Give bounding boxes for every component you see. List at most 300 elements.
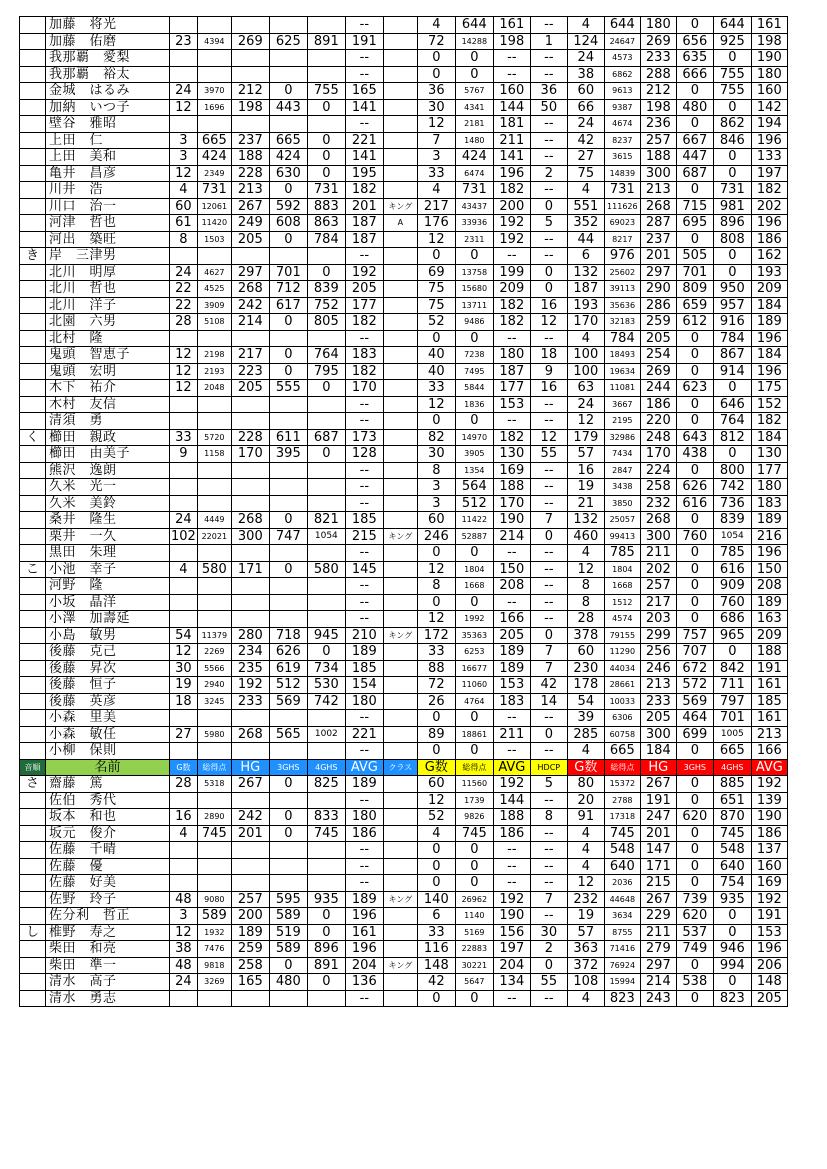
score-cell: 537 bbox=[676, 924, 713, 941]
score-cell: -- bbox=[530, 396, 567, 413]
table-row bbox=[20, 149, 788, 166]
score-cell: 214 bbox=[640, 974, 676, 991]
score-cell: -- bbox=[493, 842, 530, 859]
score-cell: 43437 bbox=[455, 198, 493, 215]
table-row bbox=[20, 165, 788, 182]
score-cell bbox=[383, 594, 417, 611]
player-name: 清水 勇志 bbox=[46, 990, 170, 1007]
index-initial bbox=[20, 116, 46, 133]
score-cell: 182 bbox=[345, 314, 383, 331]
score-cell: 188 bbox=[493, 809, 530, 826]
player-name: 川井 浩 bbox=[46, 182, 170, 199]
score-cell: 742 bbox=[713, 479, 751, 496]
score-cell: 150 bbox=[493, 561, 530, 578]
score-cell: 7434 bbox=[604, 446, 640, 463]
score-cell: 200 bbox=[493, 198, 530, 215]
score-cell: 4 bbox=[567, 182, 604, 199]
score-cell: 0 bbox=[417, 66, 455, 83]
score-cell: 755 bbox=[307, 83, 345, 100]
score-cell: 5 bbox=[530, 776, 567, 793]
index-initial bbox=[20, 347, 46, 364]
score-cell bbox=[383, 924, 417, 941]
score-cell: 0 bbox=[307, 974, 345, 991]
score-cell: 0 bbox=[676, 347, 713, 364]
score-cell: 925 bbox=[713, 33, 751, 50]
score-cell: -- bbox=[530, 710, 567, 727]
score-cell: 701 bbox=[713, 710, 751, 727]
score-cell: -- bbox=[530, 825, 567, 842]
score-cell: 144 bbox=[493, 792, 530, 809]
score-cell bbox=[383, 644, 417, 661]
score-cell: 0 bbox=[455, 875, 493, 892]
score-cell: 896 bbox=[713, 215, 751, 232]
score-cell: 52 bbox=[417, 314, 455, 331]
score-cell: -- bbox=[530, 858, 567, 875]
score-cell: 0 bbox=[676, 743, 713, 760]
score-cell: 18493 bbox=[604, 347, 640, 364]
score-cell bbox=[383, 842, 417, 859]
score-cell bbox=[231, 495, 269, 512]
score-cell: 1002 bbox=[307, 726, 345, 743]
score-cell: 190 bbox=[751, 50, 787, 67]
player-name: 我那覇 愛梨 bbox=[46, 50, 170, 67]
score-cell bbox=[170, 990, 198, 1007]
table-row bbox=[20, 231, 788, 248]
score-cell bbox=[170, 495, 198, 512]
score-cell bbox=[383, 149, 417, 166]
score-cell: 438 bbox=[676, 446, 713, 463]
score-cell: 99413 bbox=[604, 528, 640, 545]
score-cell bbox=[170, 479, 198, 496]
score-cell: 6 bbox=[417, 908, 455, 925]
score-cell: -- bbox=[530, 479, 567, 496]
score-cell: 205 bbox=[345, 281, 383, 298]
score-cell bbox=[197, 330, 231, 347]
score-cell: 1503 bbox=[197, 231, 231, 248]
score-cell bbox=[170, 858, 198, 875]
score-cell: 258 bbox=[231, 957, 269, 974]
score-cell: 160 bbox=[493, 83, 530, 100]
score-cell: 12 bbox=[417, 231, 455, 248]
score-cell: 299 bbox=[640, 627, 676, 644]
score-cell: 11420 bbox=[197, 215, 231, 232]
score-cell: 0 bbox=[530, 627, 567, 644]
score-cell: 823 bbox=[713, 990, 751, 1007]
score-cell: 52 bbox=[417, 809, 455, 826]
score-cell: 9826 bbox=[455, 809, 493, 826]
score-cell: -- bbox=[345, 50, 383, 67]
score-cell: 12 bbox=[417, 396, 455, 413]
score-cell: 9 bbox=[170, 446, 198, 463]
table-row bbox=[20, 809, 788, 826]
score-cell: 24 bbox=[170, 83, 198, 100]
score-cell: 0 bbox=[530, 264, 567, 281]
score-cell: 217 bbox=[640, 594, 676, 611]
score-cell bbox=[197, 875, 231, 892]
score-cell: 17318 bbox=[604, 809, 640, 826]
score-cell: 0 bbox=[269, 363, 307, 380]
score-cell: 60 bbox=[417, 776, 455, 793]
score-cell bbox=[231, 413, 269, 430]
score-cell: 5169 bbox=[455, 924, 493, 941]
score-cell bbox=[383, 479, 417, 496]
score-cell bbox=[383, 578, 417, 595]
score-cell bbox=[231, 462, 269, 479]
score-cell: 4 bbox=[567, 545, 604, 562]
score-cell bbox=[269, 792, 307, 809]
score-cell: 5 bbox=[530, 215, 567, 232]
score-cell: 745 bbox=[713, 825, 751, 842]
score-cell: 183 bbox=[493, 693, 530, 710]
table-row bbox=[20, 957, 788, 974]
score-cell: 867 bbox=[713, 347, 751, 364]
score-cell bbox=[197, 858, 231, 875]
score-cell: 134 bbox=[493, 974, 530, 991]
score-cell bbox=[307, 858, 345, 875]
index-initial bbox=[20, 578, 46, 595]
index-initial bbox=[20, 941, 46, 958]
score-cell: 885 bbox=[713, 776, 751, 793]
score-cell: 686 bbox=[713, 611, 751, 628]
score-cell: 300 bbox=[640, 726, 676, 743]
score-cell bbox=[231, 248, 269, 265]
score-cell: 165 bbox=[345, 83, 383, 100]
score-cell: 267 bbox=[640, 776, 676, 793]
score-cell: 752 bbox=[307, 297, 345, 314]
score-cell bbox=[170, 248, 198, 265]
score-cell: 196 bbox=[493, 165, 530, 182]
score-cell: -- bbox=[493, 594, 530, 611]
index-initial bbox=[20, 363, 46, 380]
score-cell: 209 bbox=[751, 627, 787, 644]
score-cell bbox=[231, 578, 269, 595]
score-cell: 88 bbox=[417, 660, 455, 677]
header-avg3: AVG bbox=[751, 759, 787, 776]
score-cell: 180 bbox=[751, 66, 787, 83]
player-name: 河出 築旺 bbox=[46, 231, 170, 248]
score-cell: -- bbox=[493, 413, 530, 430]
score-cell: -- bbox=[493, 858, 530, 875]
score-cell: 12 bbox=[417, 792, 455, 809]
score-cell: 21 bbox=[567, 495, 604, 512]
header-avg1: AVG bbox=[345, 759, 383, 776]
index-initial bbox=[20, 215, 46, 232]
player-name: 壁谷 雅昭 bbox=[46, 116, 170, 133]
score-cell: 190 bbox=[751, 809, 787, 826]
header-total3: 総得点 bbox=[604, 759, 640, 776]
score-cell bbox=[307, 17, 345, 34]
score-cell: 862 bbox=[713, 116, 751, 133]
score-cell: 2 bbox=[530, 941, 567, 958]
score-cell bbox=[170, 462, 198, 479]
score-cell: -- bbox=[345, 17, 383, 34]
score-cell: 297 bbox=[640, 264, 676, 281]
score-cell: 0 bbox=[713, 248, 751, 265]
table-row bbox=[20, 578, 788, 595]
score-cell: 166 bbox=[493, 611, 530, 628]
score-cell: 202 bbox=[640, 561, 676, 578]
score-cell: 6306 bbox=[604, 710, 640, 727]
score-cell: 19 bbox=[567, 479, 604, 496]
table-row bbox=[20, 281, 788, 298]
score-cell: 1054 bbox=[713, 528, 751, 545]
score-cell: 205 bbox=[640, 710, 676, 727]
score-cell: 4 bbox=[567, 858, 604, 875]
table-row bbox=[20, 347, 788, 364]
table-row bbox=[20, 413, 788, 430]
score-cell: 644 bbox=[455, 17, 493, 34]
table-row bbox=[20, 611, 788, 628]
score-cell: 564 bbox=[455, 479, 493, 496]
score-cell: 4341 bbox=[455, 99, 493, 116]
score-cell bbox=[383, 990, 417, 1007]
table-row bbox=[20, 627, 788, 644]
player-name: 木村 友信 bbox=[46, 396, 170, 413]
score-cell: 44034 bbox=[604, 660, 640, 677]
score-cell: 4394 bbox=[197, 33, 231, 50]
score-cell: 4574 bbox=[604, 611, 640, 628]
score-cell: 60 bbox=[567, 644, 604, 661]
score-cell: 48 bbox=[170, 957, 198, 974]
score-cell: 945 bbox=[307, 627, 345, 644]
score-cell: 233 bbox=[640, 50, 676, 67]
score-cell: 4 bbox=[170, 825, 198, 842]
score-cell: 1005 bbox=[713, 726, 751, 743]
score-cell: 640 bbox=[604, 858, 640, 875]
table-row bbox=[20, 17, 788, 34]
score-cell bbox=[269, 396, 307, 413]
table-row bbox=[20, 248, 788, 265]
score-cell: 672 bbox=[676, 660, 713, 677]
score-cell: 161 bbox=[493, 17, 530, 34]
score-cell: 712 bbox=[269, 281, 307, 298]
table-row bbox=[20, 396, 788, 413]
score-cell: 235 bbox=[231, 660, 269, 677]
score-cell: 0 bbox=[713, 446, 751, 463]
score-cell: 5647 bbox=[455, 974, 493, 991]
score-cell: 935 bbox=[307, 891, 345, 908]
score-cell: 512 bbox=[269, 677, 307, 694]
score-cell: 130 bbox=[493, 446, 530, 463]
score-cell: 0 bbox=[713, 264, 751, 281]
score-cell bbox=[383, 710, 417, 727]
score-cell: 201 bbox=[345, 198, 383, 215]
score-cell: 643 bbox=[676, 429, 713, 446]
score-cell: 742 bbox=[307, 693, 345, 710]
score-cell bbox=[383, 545, 417, 562]
score-cell: 447 bbox=[676, 149, 713, 166]
score-cell: 805 bbox=[307, 314, 345, 331]
score-cell: 4 bbox=[170, 561, 198, 578]
index-initial bbox=[20, 858, 46, 875]
score-cell bbox=[307, 578, 345, 595]
score-cell: 12 bbox=[530, 429, 567, 446]
score-cell bbox=[383, 726, 417, 743]
score-cell: 0 bbox=[713, 974, 751, 991]
score-cell: 3438 bbox=[604, 479, 640, 496]
index-initial bbox=[20, 875, 46, 892]
score-cell: 186 bbox=[640, 396, 676, 413]
score-cell: 8 bbox=[417, 578, 455, 595]
score-cell: 54 bbox=[567, 693, 604, 710]
score-cell: 797 bbox=[713, 693, 751, 710]
score-cell: 211 bbox=[493, 132, 530, 149]
score-cell: 40 bbox=[417, 363, 455, 380]
header-hg3: HG bbox=[640, 759, 676, 776]
score-cell: -- bbox=[345, 495, 383, 512]
table-row bbox=[20, 660, 788, 677]
score-cell: 237 bbox=[640, 231, 676, 248]
score-cell bbox=[269, 66, 307, 83]
score-cell: 186 bbox=[493, 825, 530, 842]
score-cell: 183 bbox=[751, 495, 787, 512]
score-cell: 617 bbox=[269, 297, 307, 314]
score-cell: 755 bbox=[713, 83, 751, 100]
player-name: 後藤 恒子 bbox=[46, 677, 170, 694]
score-cell: 249 bbox=[231, 215, 269, 232]
score-cell: 839 bbox=[713, 512, 751, 529]
index-initial: さ bbox=[20, 776, 46, 793]
score-cell: 16 bbox=[567, 462, 604, 479]
score-cell: 170 bbox=[640, 446, 676, 463]
score-cell: 148 bbox=[751, 974, 787, 991]
score-cell: 24 bbox=[170, 512, 198, 529]
score-cell: 519 bbox=[269, 924, 307, 941]
score-cell: 7476 bbox=[197, 941, 231, 958]
score-cell: 505 bbox=[676, 248, 713, 265]
score-cell: 28 bbox=[170, 314, 198, 331]
score-cell: 42 bbox=[567, 132, 604, 149]
score-cell: 216 bbox=[751, 528, 787, 545]
player-name: 黒田 朱理 bbox=[46, 545, 170, 562]
score-cell: 180 bbox=[345, 809, 383, 826]
score-cell: 7 bbox=[530, 512, 567, 529]
score-cell: 267 bbox=[231, 776, 269, 793]
score-cell: 0 bbox=[530, 726, 567, 743]
index-initial bbox=[20, 710, 46, 727]
score-cell: 745 bbox=[307, 825, 345, 842]
score-cell: 644 bbox=[604, 17, 640, 34]
score-cell bbox=[383, 512, 417, 529]
score-cell: -- bbox=[530, 231, 567, 248]
score-cell: 644 bbox=[713, 17, 751, 34]
index-initial bbox=[20, 17, 46, 34]
index-initial bbox=[20, 446, 46, 463]
score-cell bbox=[383, 677, 417, 694]
score-cell: 268 bbox=[231, 512, 269, 529]
score-cell: 212 bbox=[231, 83, 269, 100]
score-cell: 0 bbox=[455, 330, 493, 347]
score-cell: 136 bbox=[345, 974, 383, 991]
score-cell bbox=[170, 875, 198, 892]
player-name: 上田 美和 bbox=[46, 149, 170, 166]
score-cell: 267 bbox=[640, 891, 676, 908]
score-cell: 201 bbox=[640, 248, 676, 265]
score-cell: 213 bbox=[640, 182, 676, 199]
score-cell: 4 bbox=[417, 182, 455, 199]
score-cell: 0 bbox=[676, 396, 713, 413]
score-cell: 701 bbox=[676, 264, 713, 281]
score-cell: 175 bbox=[751, 380, 787, 397]
score-cell: 205 bbox=[493, 627, 530, 644]
score-cell: 191 bbox=[345, 33, 383, 50]
score-cell: 189 bbox=[345, 776, 383, 793]
score-cell: 842 bbox=[713, 660, 751, 677]
score-cell: 12 bbox=[170, 644, 198, 661]
table-row bbox=[20, 825, 788, 842]
score-cell: 248 bbox=[640, 429, 676, 446]
score-cell: 196 bbox=[751, 941, 787, 958]
score-cell: 63 bbox=[567, 380, 604, 397]
score-cell: 623 bbox=[676, 380, 713, 397]
score-cell: 715 bbox=[676, 198, 713, 215]
score-cell: 4525 bbox=[197, 281, 231, 298]
table-row bbox=[20, 446, 788, 463]
score-cell: 640 bbox=[713, 858, 751, 875]
score-cell: 116 bbox=[417, 941, 455, 958]
score-cell: 184 bbox=[751, 297, 787, 314]
score-cell: -- bbox=[493, 990, 530, 1007]
score-cell: 242 bbox=[231, 809, 269, 826]
score-cell: 209 bbox=[493, 281, 530, 298]
score-cell: キング bbox=[383, 198, 417, 215]
score-cell: 32986 bbox=[604, 429, 640, 446]
score-cell: 191 bbox=[751, 908, 787, 925]
score-cell bbox=[231, 875, 269, 892]
score-cell: 3970 bbox=[197, 83, 231, 100]
score-cell: 749 bbox=[676, 941, 713, 958]
score-cell bbox=[383, 314, 417, 331]
score-cell: 0 bbox=[676, 875, 713, 892]
score-cell: 188 bbox=[751, 644, 787, 661]
index-initial bbox=[20, 528, 46, 545]
index-initial bbox=[20, 380, 46, 397]
score-cell: 870 bbox=[713, 809, 751, 826]
score-cell: 731 bbox=[455, 182, 493, 199]
header-name: 名前 bbox=[46, 759, 170, 776]
score-cell: 808 bbox=[713, 231, 751, 248]
score-cell: 0 bbox=[417, 50, 455, 67]
score-cell: 0 bbox=[417, 990, 455, 1007]
score-cell: 209 bbox=[751, 281, 787, 298]
score-cell: 480 bbox=[676, 99, 713, 116]
score-cell: 202 bbox=[751, 198, 787, 215]
score-cell: 200 bbox=[231, 908, 269, 925]
score-cell: 300 bbox=[640, 165, 676, 182]
score-cell: 538 bbox=[676, 974, 713, 991]
score-cell bbox=[269, 842, 307, 859]
score-cell: 132 bbox=[567, 264, 604, 281]
score-cell: 731 bbox=[604, 182, 640, 199]
score-cell: 363 bbox=[567, 941, 604, 958]
score-cell: 0 bbox=[530, 281, 567, 298]
score-cell bbox=[307, 330, 345, 347]
score-cell bbox=[383, 132, 417, 149]
score-cell bbox=[307, 413, 345, 430]
score-cell: 206 bbox=[751, 957, 787, 974]
score-cell: 246 bbox=[417, 528, 455, 545]
score-cell: 195 bbox=[345, 165, 383, 182]
score-cell: 194 bbox=[751, 116, 787, 133]
score-cell: 133 bbox=[751, 149, 787, 166]
score-cell: 30 bbox=[417, 446, 455, 463]
score-cell: 176 bbox=[417, 215, 455, 232]
score-cell: 12 bbox=[170, 347, 198, 364]
score-cell: 198 bbox=[640, 99, 676, 116]
score-cell: 35363 bbox=[455, 627, 493, 644]
score-cell bbox=[307, 396, 345, 413]
score-cell bbox=[383, 429, 417, 446]
